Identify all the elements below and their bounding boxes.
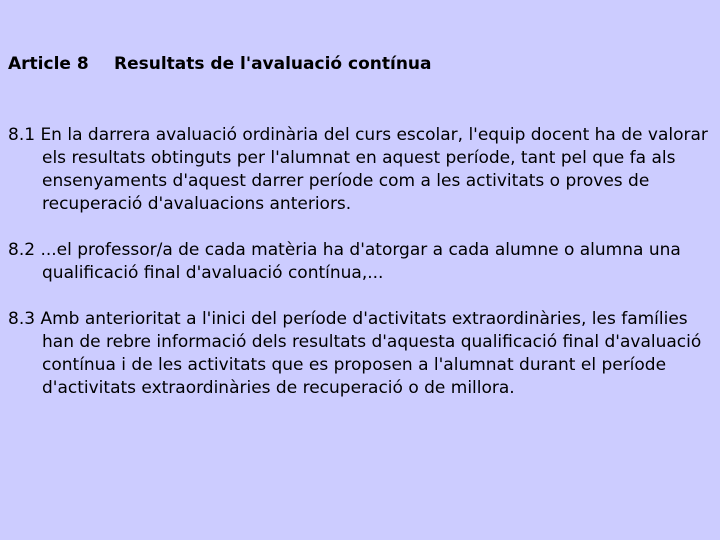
article-number: Article 8 [8, 54, 89, 74]
paragraph-8-1: 8.1 En la darrera avaluació ordinària del curs escolar, l'equip docent ha de valorar els resultats obtinguts per l'alumnat en aquest període, tant pel que fa als ensenyaments d'aquest darrer període com a les activitats o proves de recuperació d'avaluacions anteriors. [8, 125, 708, 214]
paragraph-8-3: 8.3 Amb anterioritat a l'inici del període d'activitats extraordinàries, les famílies han de rebre informació dels resultats d'aquesta qualificació final d'avaluació contínua i de les activitats que es proposen a l'alumnat durant el període d'activitats extraordinàries de recuperació o de millora. [8, 309, 702, 398]
article-body [8, 124, 718, 423]
paragraph-8-2: 8.2 ...el professor/a de cada matèria ha d'atorgar a cada alumne o alumna una qualificació final d'avaluació contínua,... [8, 240, 681, 283]
article-heading [8, 54, 432, 74]
article-title: Resultats de l'avaluació contínua [114, 54, 432, 74]
